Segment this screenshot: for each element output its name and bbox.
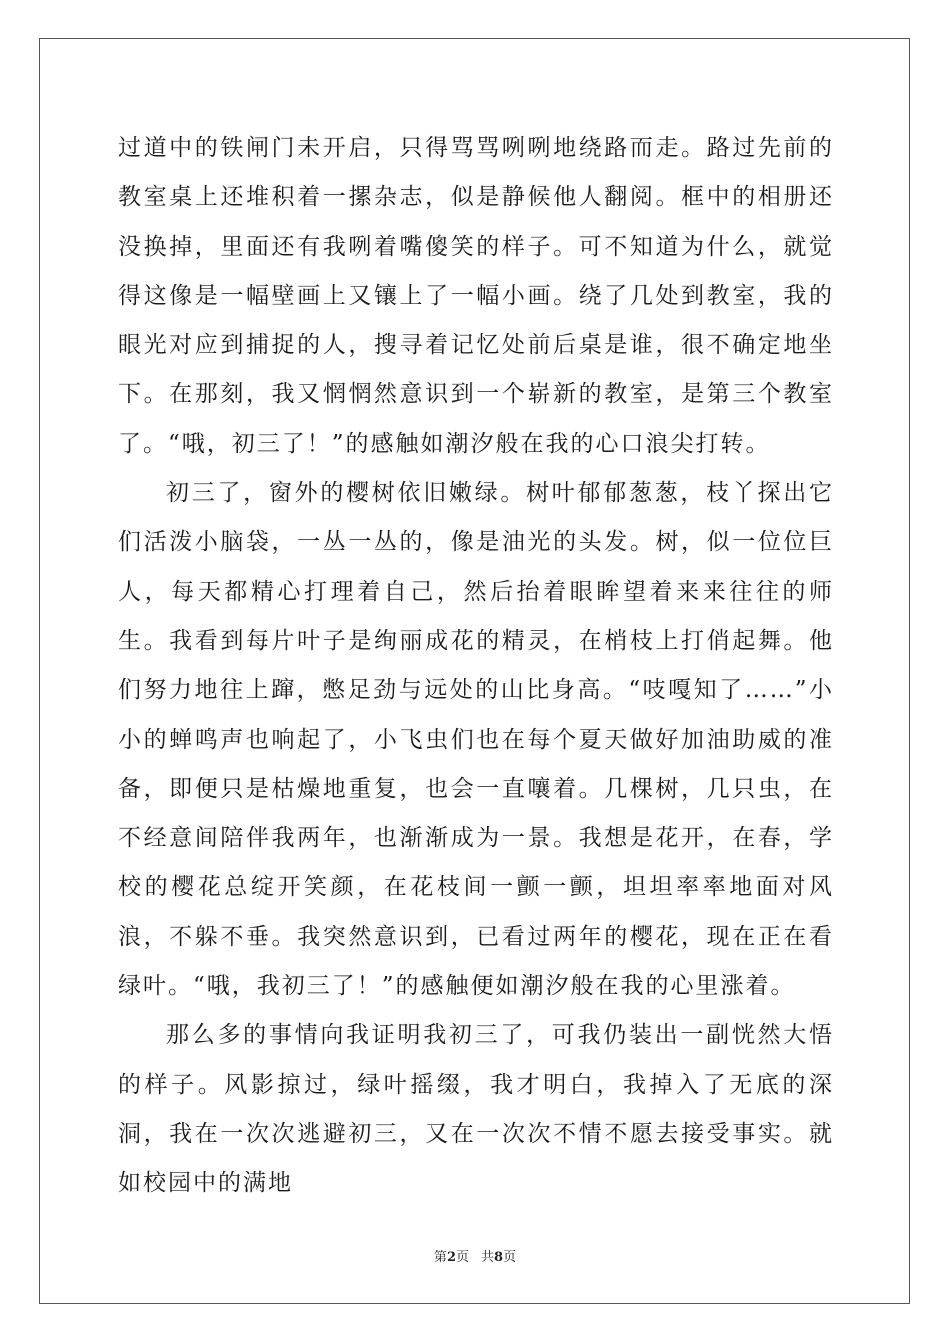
paragraph-3: 那么多的事情向我证明我初三了，可我仍装出一副恍然大悟的样子。风影掠过，绿叶摇缀，我才明白，我掉入了无底的深洞，我在一次次逃避初三，又在一次次不情不愿去接受事实。就如校园中的满地 xyxy=(118,1022,834,1197)
document-body xyxy=(118,124,834,1209)
total-pages: 8 xyxy=(494,1250,504,1265)
page-suffix: 页 xyxy=(455,1250,469,1265)
paragraph-1: 过道中的铁闸门未开启，只得骂骂咧咧地绕路而走。路过先前的教室桌上还堆积着一摞杂志，似是静候他人翻阅。框中的相册还没换掉，里面还有我咧着嘴傻笑的样子。可不知道为什么，就觉得这像是一幅壁画上又镶上了一幅小画。绕了几处到教室，我的眼光对应到捕捉的人，搜寻着记忆处前后桌是谁，很不确定地坐下。在那刻，我又惘惘然意识到一个崭新的教室，是第三个教室了。“哦，初三了！”的感触如潮汐般在我的心口浪尖打转。 xyxy=(118,135,834,457)
total-prefix: 共 xyxy=(481,1250,495,1265)
page-number: 2 xyxy=(446,1250,456,1265)
page-prefix: 第 xyxy=(433,1250,447,1265)
total-suffix: 页 xyxy=(503,1250,517,1265)
page-footer xyxy=(0,1246,950,1265)
paragraph-2: 初三了，窗外的樱树依旧嫩绿。树叶郁郁葱葱，枝丫探出它们活泼小脑袋，一丛一丛的，像是油光的头发。树，似一位位巨人，每天都精心打理着自己，然后抬着眼眸望着来来往往的师生。我看到每片叶子是绚丽成花的精灵，在梢枝上打俏起舞。他们努力地往上蹿，憋足劲与远处的山比身高。“吱嘎知了……”小小的蝉鸣声也响起了，小飞虫们也在每个夏天做好加油助威的准备，即便只是枯燥地重复，也会一直嚷着。几棵树，几只虫，在不经意间陪伴我两年，也渐渐成为一景。我想是花开，在春，学校的樱花总绽开笑颜，在花枝间一颤一颤，坦坦率率地面对风浪，不躲不垂。我突然意识到，已看过两年的樱花，现在正在看绿叶。“哦，我初三了！”的感触便如潮汐般在我的心里涨着。 xyxy=(118,480,834,1000)
